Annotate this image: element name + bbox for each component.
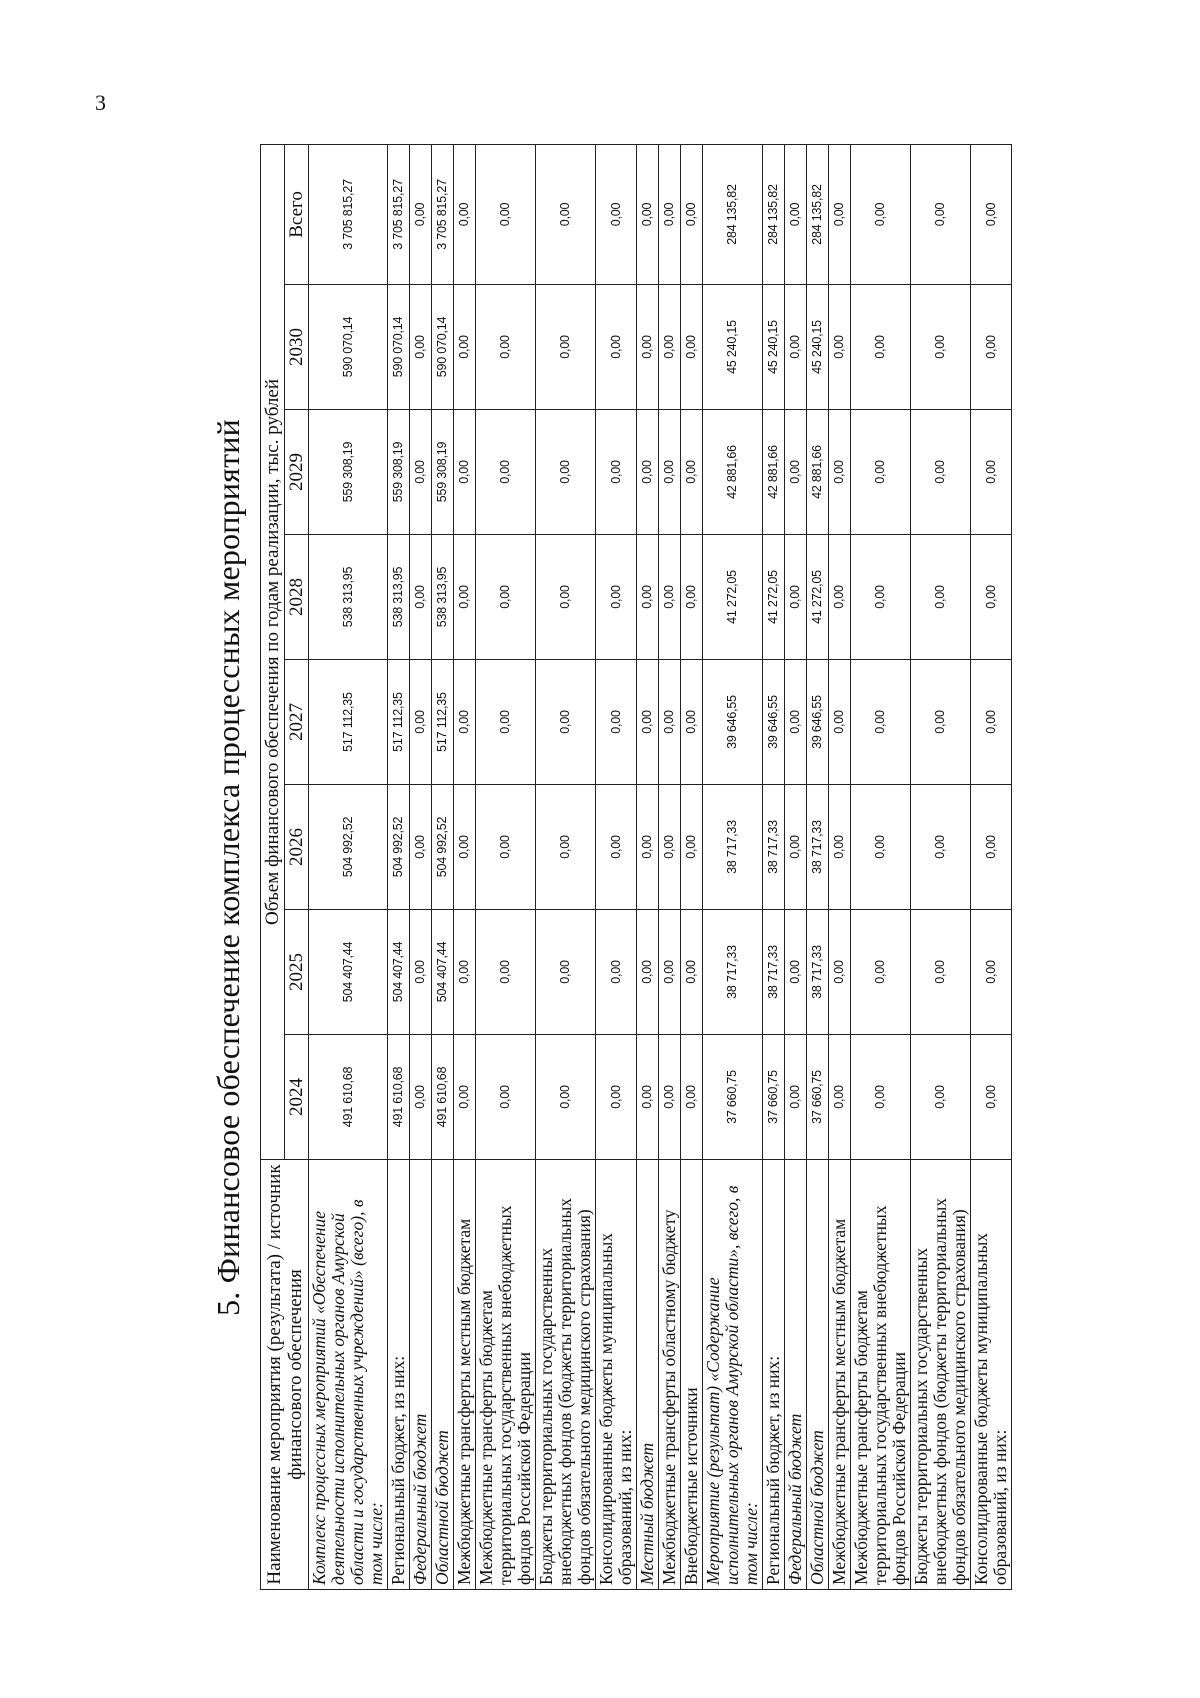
value-cell: 0,00 bbox=[410, 910, 432, 1035]
value-cell: 0,00 bbox=[596, 785, 637, 910]
value-cell: 37 660,75 bbox=[763, 1035, 785, 1160]
row-name-cell: Мероприятие (результат) «Содержание исполнительных органов Амурской области», всего, в том числе: bbox=[703, 1160, 763, 1590]
value-cell: 41 272,05 bbox=[703, 535, 763, 660]
value-cell: 3 705 815,27 bbox=[309, 144, 388, 284]
value-cell: 504 407,44 bbox=[432, 910, 454, 1035]
value-cell: 504 992,52 bbox=[309, 785, 388, 910]
value-cell: 0,00 bbox=[637, 910, 659, 1035]
year-header-cell: 2025 bbox=[285, 910, 309, 1035]
value-cell: 0,00 bbox=[596, 535, 637, 660]
value-cell: 0,00 bbox=[454, 785, 476, 910]
year-header-cell: Всего bbox=[285, 144, 309, 284]
value-cell: 0,00 bbox=[829, 144, 851, 284]
value-cell: 0,00 bbox=[637, 410, 659, 535]
value-cell: 0,00 bbox=[911, 535, 971, 660]
value-cell: 0,00 bbox=[637, 1035, 659, 1160]
value-cell: 0,00 bbox=[476, 785, 536, 910]
row-name-cell: Консолидированные бюджеты муниципальных образований, из них: bbox=[596, 1160, 637, 1590]
value-cell: 0,00 bbox=[829, 660, 851, 785]
value-cell: 517 112,35 bbox=[388, 660, 410, 785]
row-name-cell: Областной бюджет bbox=[432, 1160, 454, 1590]
value-cell: 504 407,44 bbox=[388, 910, 410, 1035]
value-cell: 0,00 bbox=[476, 1035, 536, 1160]
value-cell: 42 881,66 bbox=[703, 410, 763, 535]
value-cell: 3 705 815,27 bbox=[432, 144, 454, 284]
value-cell: 0,00 bbox=[596, 1035, 637, 1160]
value-cell: 0,00 bbox=[659, 1035, 681, 1160]
value-cell: 0,00 bbox=[637, 144, 659, 284]
value-cell: 0,00 bbox=[476, 410, 536, 535]
value-cell: 0,00 bbox=[596, 285, 637, 410]
table-row bbox=[454, 144, 476, 1589]
value-cell: 0,00 bbox=[476, 144, 536, 284]
table-row bbox=[911, 144, 971, 1589]
value-cell: 45 240,15 bbox=[763, 285, 785, 410]
row-name-cell: Бюджеты территориальных государственных внебюджетных фондов (бюджеты территориальных фондов обязательного медицинского страхования) bbox=[536, 1160, 596, 1590]
value-cell: 0,00 bbox=[785, 660, 807, 785]
value-cell: 0,00 bbox=[596, 910, 637, 1035]
table-row bbox=[851, 144, 911, 1589]
value-cell: 0,00 bbox=[911, 660, 971, 785]
value-cell: 0,00 bbox=[596, 660, 637, 785]
value-cell: 590 070,14 bbox=[309, 285, 388, 410]
value-cell: 42 881,66 bbox=[807, 410, 829, 535]
value-cell: 0,00 bbox=[536, 1035, 596, 1160]
row-name-cell: Федеральный бюджет bbox=[785, 1160, 807, 1590]
value-cell: 0,00 bbox=[410, 660, 432, 785]
value-cell: 0,00 bbox=[536, 285, 596, 410]
value-cell: 0,00 bbox=[410, 1035, 432, 1160]
value-cell: 0,00 bbox=[785, 144, 807, 284]
value-cell: 0,00 bbox=[637, 535, 659, 660]
value-cell: 0,00 bbox=[851, 285, 911, 410]
value-cell: 0,00 bbox=[911, 144, 971, 284]
year-header-cell: 2030 bbox=[285, 285, 309, 410]
value-cell: 0,00 bbox=[454, 285, 476, 410]
header-name-cell: Наименование мероприятия (результата) / источник финансового обеспечения bbox=[261, 1160, 309, 1590]
value-cell: 0,00 bbox=[536, 785, 596, 910]
value-cell: 0,00 bbox=[829, 535, 851, 660]
value-cell: 0,00 bbox=[410, 144, 432, 284]
value-cell: 37 660,75 bbox=[703, 1035, 763, 1160]
value-cell: 39 646,55 bbox=[807, 660, 829, 785]
value-cell: 45 240,15 bbox=[807, 285, 829, 410]
value-cell: 0,00 bbox=[596, 144, 637, 284]
value-cell: 0,00 bbox=[851, 1035, 911, 1160]
value-cell: 0,00 bbox=[410, 535, 432, 660]
value-cell: 538 313,95 bbox=[388, 535, 410, 660]
row-name-cell: Комплекс процессных мероприятий «Обеспечение деятельности исполнительных органов Амурской области и государственных учреждений» (всего), в том числе: bbox=[309, 1160, 388, 1590]
value-cell: 0,00 bbox=[536, 910, 596, 1035]
value-cell: 538 313,95 bbox=[432, 535, 454, 660]
value-cell: 0,00 bbox=[681, 144, 703, 284]
value-cell: 517 112,35 bbox=[309, 660, 388, 785]
value-cell: 0,00 bbox=[410, 285, 432, 410]
value-cell: 38 717,33 bbox=[807, 910, 829, 1035]
table-row bbox=[309, 144, 388, 1589]
value-cell: 504 992,52 bbox=[388, 785, 410, 910]
row-name-cell: Межбюджетные трансферты местным бюджетам bbox=[454, 1160, 476, 1590]
row-name-cell: Бюджеты территориальных государственных внебюджетных фондов (бюджеты территориальных фондов обязательного медицинского страхования) bbox=[911, 1160, 971, 1590]
value-cell: 38 717,33 bbox=[763, 910, 785, 1035]
value-cell: 0,00 bbox=[454, 1035, 476, 1160]
value-cell: 0,00 bbox=[659, 144, 681, 284]
value-cell: 37 660,75 bbox=[807, 1035, 829, 1160]
value-cell: 0,00 bbox=[659, 410, 681, 535]
table-row bbox=[596, 144, 637, 1589]
value-cell: 0,00 bbox=[681, 1035, 703, 1160]
year-header-cell: 2029 bbox=[285, 410, 309, 535]
value-cell: 0,00 bbox=[536, 535, 596, 660]
year-header-cell: 2028 bbox=[285, 535, 309, 660]
value-cell: 0,00 bbox=[971, 660, 1012, 785]
value-cell: 0,00 bbox=[410, 785, 432, 910]
table-row bbox=[785, 144, 807, 1589]
value-cell: 0,00 bbox=[911, 410, 971, 535]
table-row bbox=[763, 144, 785, 1589]
year-header-cell: 2024 bbox=[285, 1035, 309, 1160]
value-cell: 39 646,55 bbox=[763, 660, 785, 785]
table-row bbox=[476, 144, 536, 1589]
value-cell: 38 717,33 bbox=[763, 785, 785, 910]
value-cell: 0,00 bbox=[851, 410, 911, 535]
value-cell: 0,00 bbox=[971, 785, 1012, 910]
value-cell: 0,00 bbox=[454, 535, 476, 660]
value-cell: 0,00 bbox=[454, 410, 476, 535]
row-name-cell: Областной бюджет bbox=[807, 1160, 829, 1590]
value-cell: 0,00 bbox=[454, 910, 476, 1035]
value-cell: 0,00 bbox=[637, 785, 659, 910]
value-cell: 0,00 bbox=[454, 660, 476, 785]
value-cell: 0,00 bbox=[659, 785, 681, 910]
value-cell: 284 135,82 bbox=[763, 144, 785, 284]
value-cell: 0,00 bbox=[476, 535, 536, 660]
table-row bbox=[410, 144, 432, 1589]
table-row bbox=[703, 144, 763, 1589]
table-row bbox=[432, 144, 454, 1589]
table-row bbox=[807, 144, 829, 1589]
value-cell: 491 610,68 bbox=[432, 1035, 454, 1160]
value-cell: 590 070,14 bbox=[432, 285, 454, 410]
year-header-cell: 2027 bbox=[285, 660, 309, 785]
row-name-cell: Межбюджетные трансферты областному бюджету bbox=[659, 1160, 681, 1590]
value-cell: 0,00 bbox=[596, 410, 637, 535]
header-row-top bbox=[261, 144, 285, 1589]
value-cell: 0,00 bbox=[681, 660, 703, 785]
row-name-cell: Региональный бюджет, из них: bbox=[388, 1160, 410, 1590]
value-cell: 0,00 bbox=[911, 1035, 971, 1160]
table-row bbox=[681, 144, 703, 1589]
value-cell: 491 610,68 bbox=[388, 1035, 410, 1160]
value-cell: 38 717,33 bbox=[703, 910, 763, 1035]
rotated-content bbox=[210, 145, 1110, 1590]
value-cell: 0,00 bbox=[971, 410, 1012, 535]
value-cell: 284 135,82 bbox=[807, 144, 829, 284]
value-cell: 0,00 bbox=[536, 410, 596, 535]
page-number: 3 bbox=[95, 90, 106, 115]
value-cell: 559 308,19 bbox=[388, 410, 410, 535]
value-cell: 504 407,44 bbox=[309, 910, 388, 1035]
value-cell: 45 240,15 bbox=[703, 285, 763, 410]
value-cell: 0,00 bbox=[851, 785, 911, 910]
table-row bbox=[536, 144, 596, 1589]
value-cell: 3 705 815,27 bbox=[388, 144, 410, 284]
value-cell: 0,00 bbox=[476, 660, 536, 785]
value-cell: 0,00 bbox=[785, 410, 807, 535]
value-cell: 0,00 bbox=[536, 144, 596, 284]
value-cell: 0,00 bbox=[785, 1035, 807, 1160]
row-name-cell: Внебюджетные источники bbox=[681, 1160, 703, 1590]
value-cell: 0,00 bbox=[536, 660, 596, 785]
value-cell: 38 717,33 bbox=[703, 785, 763, 910]
value-cell: 0,00 bbox=[851, 535, 911, 660]
value-cell: 0,00 bbox=[829, 1035, 851, 1160]
value-cell: 0,00 bbox=[476, 910, 536, 1035]
table-body bbox=[309, 144, 1012, 1589]
table-row bbox=[659, 144, 681, 1589]
value-cell: 0,00 bbox=[911, 785, 971, 910]
table-row bbox=[971, 144, 1012, 1589]
value-cell: 559 308,19 bbox=[309, 410, 388, 535]
value-cell: 0,00 bbox=[681, 910, 703, 1035]
financing-table-wrapper bbox=[260, 145, 1012, 1590]
value-cell: 0,00 bbox=[911, 285, 971, 410]
value-cell: 0,00 bbox=[681, 410, 703, 535]
table-row bbox=[637, 144, 659, 1589]
value-cell: 284 135,82 bbox=[703, 144, 763, 284]
row-name-cell: Межбюджетные трансферты бюджетам территориальных государственных внебюджетных фондов Российской Федерации bbox=[476, 1160, 536, 1590]
value-cell: 0,00 bbox=[971, 910, 1012, 1035]
value-cell: 559 308,19 bbox=[432, 410, 454, 535]
value-cell: 0,00 bbox=[681, 285, 703, 410]
value-cell: 38 717,33 bbox=[807, 785, 829, 910]
value-cell: 0,00 bbox=[659, 535, 681, 660]
value-cell: 491 610,68 bbox=[309, 1035, 388, 1160]
header-volume-cell: Объем финансового обеспечения по годам реализации, тыс. рублей bbox=[261, 144, 285, 1159]
value-cell: 0,00 bbox=[785, 285, 807, 410]
row-name-cell: Региональный бюджет, из них: bbox=[763, 1160, 785, 1590]
value-cell: 0,00 bbox=[829, 785, 851, 910]
row-name-cell: Местный бюджет bbox=[637, 1160, 659, 1590]
value-cell: 41 272,05 bbox=[763, 535, 785, 660]
value-cell: 0,00 bbox=[971, 535, 1012, 660]
value-cell: 0,00 bbox=[454, 144, 476, 284]
financing-table bbox=[260, 144, 1012, 1590]
value-cell: 0,00 bbox=[851, 660, 911, 785]
value-cell: 0,00 bbox=[851, 910, 911, 1035]
table-row bbox=[829, 144, 851, 1589]
value-cell: 0,00 bbox=[971, 285, 1012, 410]
value-cell: 39 646,55 bbox=[703, 660, 763, 785]
value-cell: 0,00 bbox=[971, 1035, 1012, 1160]
value-cell: 0,00 bbox=[681, 535, 703, 660]
value-cell: 0,00 bbox=[829, 910, 851, 1035]
value-cell: 0,00 bbox=[785, 910, 807, 1035]
value-cell: 517 112,35 bbox=[432, 660, 454, 785]
value-cell: 538 313,95 bbox=[309, 535, 388, 660]
year-header-cell: 2026 bbox=[285, 785, 309, 910]
value-cell: 42 881,66 bbox=[763, 410, 785, 535]
value-cell: 0,00 bbox=[476, 285, 536, 410]
value-cell: 0,00 bbox=[681, 785, 703, 910]
value-cell: 0,00 bbox=[637, 285, 659, 410]
row-name-cell: Межбюджетные трансферты местным бюджетам bbox=[829, 1160, 851, 1590]
value-cell: 0,00 bbox=[911, 910, 971, 1035]
value-cell: 0,00 bbox=[829, 410, 851, 535]
row-name-cell: Межбюджетные трансферты бюджетам территориальных государственных внебюджетных фондов Российской Федерации bbox=[851, 1160, 911, 1590]
table-row bbox=[388, 144, 410, 1589]
value-cell: 0,00 bbox=[851, 144, 911, 284]
value-cell: 0,00 bbox=[410, 410, 432, 535]
row-name-cell: Федеральный бюджет bbox=[410, 1160, 432, 1590]
value-cell: 0,00 bbox=[659, 285, 681, 410]
value-cell: 504 992,52 bbox=[432, 785, 454, 910]
value-cell: 0,00 bbox=[659, 910, 681, 1035]
value-cell: 0,00 bbox=[659, 660, 681, 785]
value-cell: 0,00 bbox=[785, 785, 807, 910]
row-name-cell: Консолидированные бюджеты муниципальных образований, из них: bbox=[971, 1160, 1012, 1590]
value-cell: 0,00 bbox=[637, 660, 659, 785]
value-cell: 0,00 bbox=[785, 535, 807, 660]
value-cell: 41 272,05 bbox=[807, 535, 829, 660]
value-cell: 590 070,14 bbox=[388, 285, 410, 410]
value-cell: 0,00 bbox=[971, 144, 1012, 284]
value-cell: 0,00 bbox=[829, 285, 851, 410]
document-title: 5. Финансовое обеспечение комплекса процессных мероприятий bbox=[210, 419, 246, 1316]
